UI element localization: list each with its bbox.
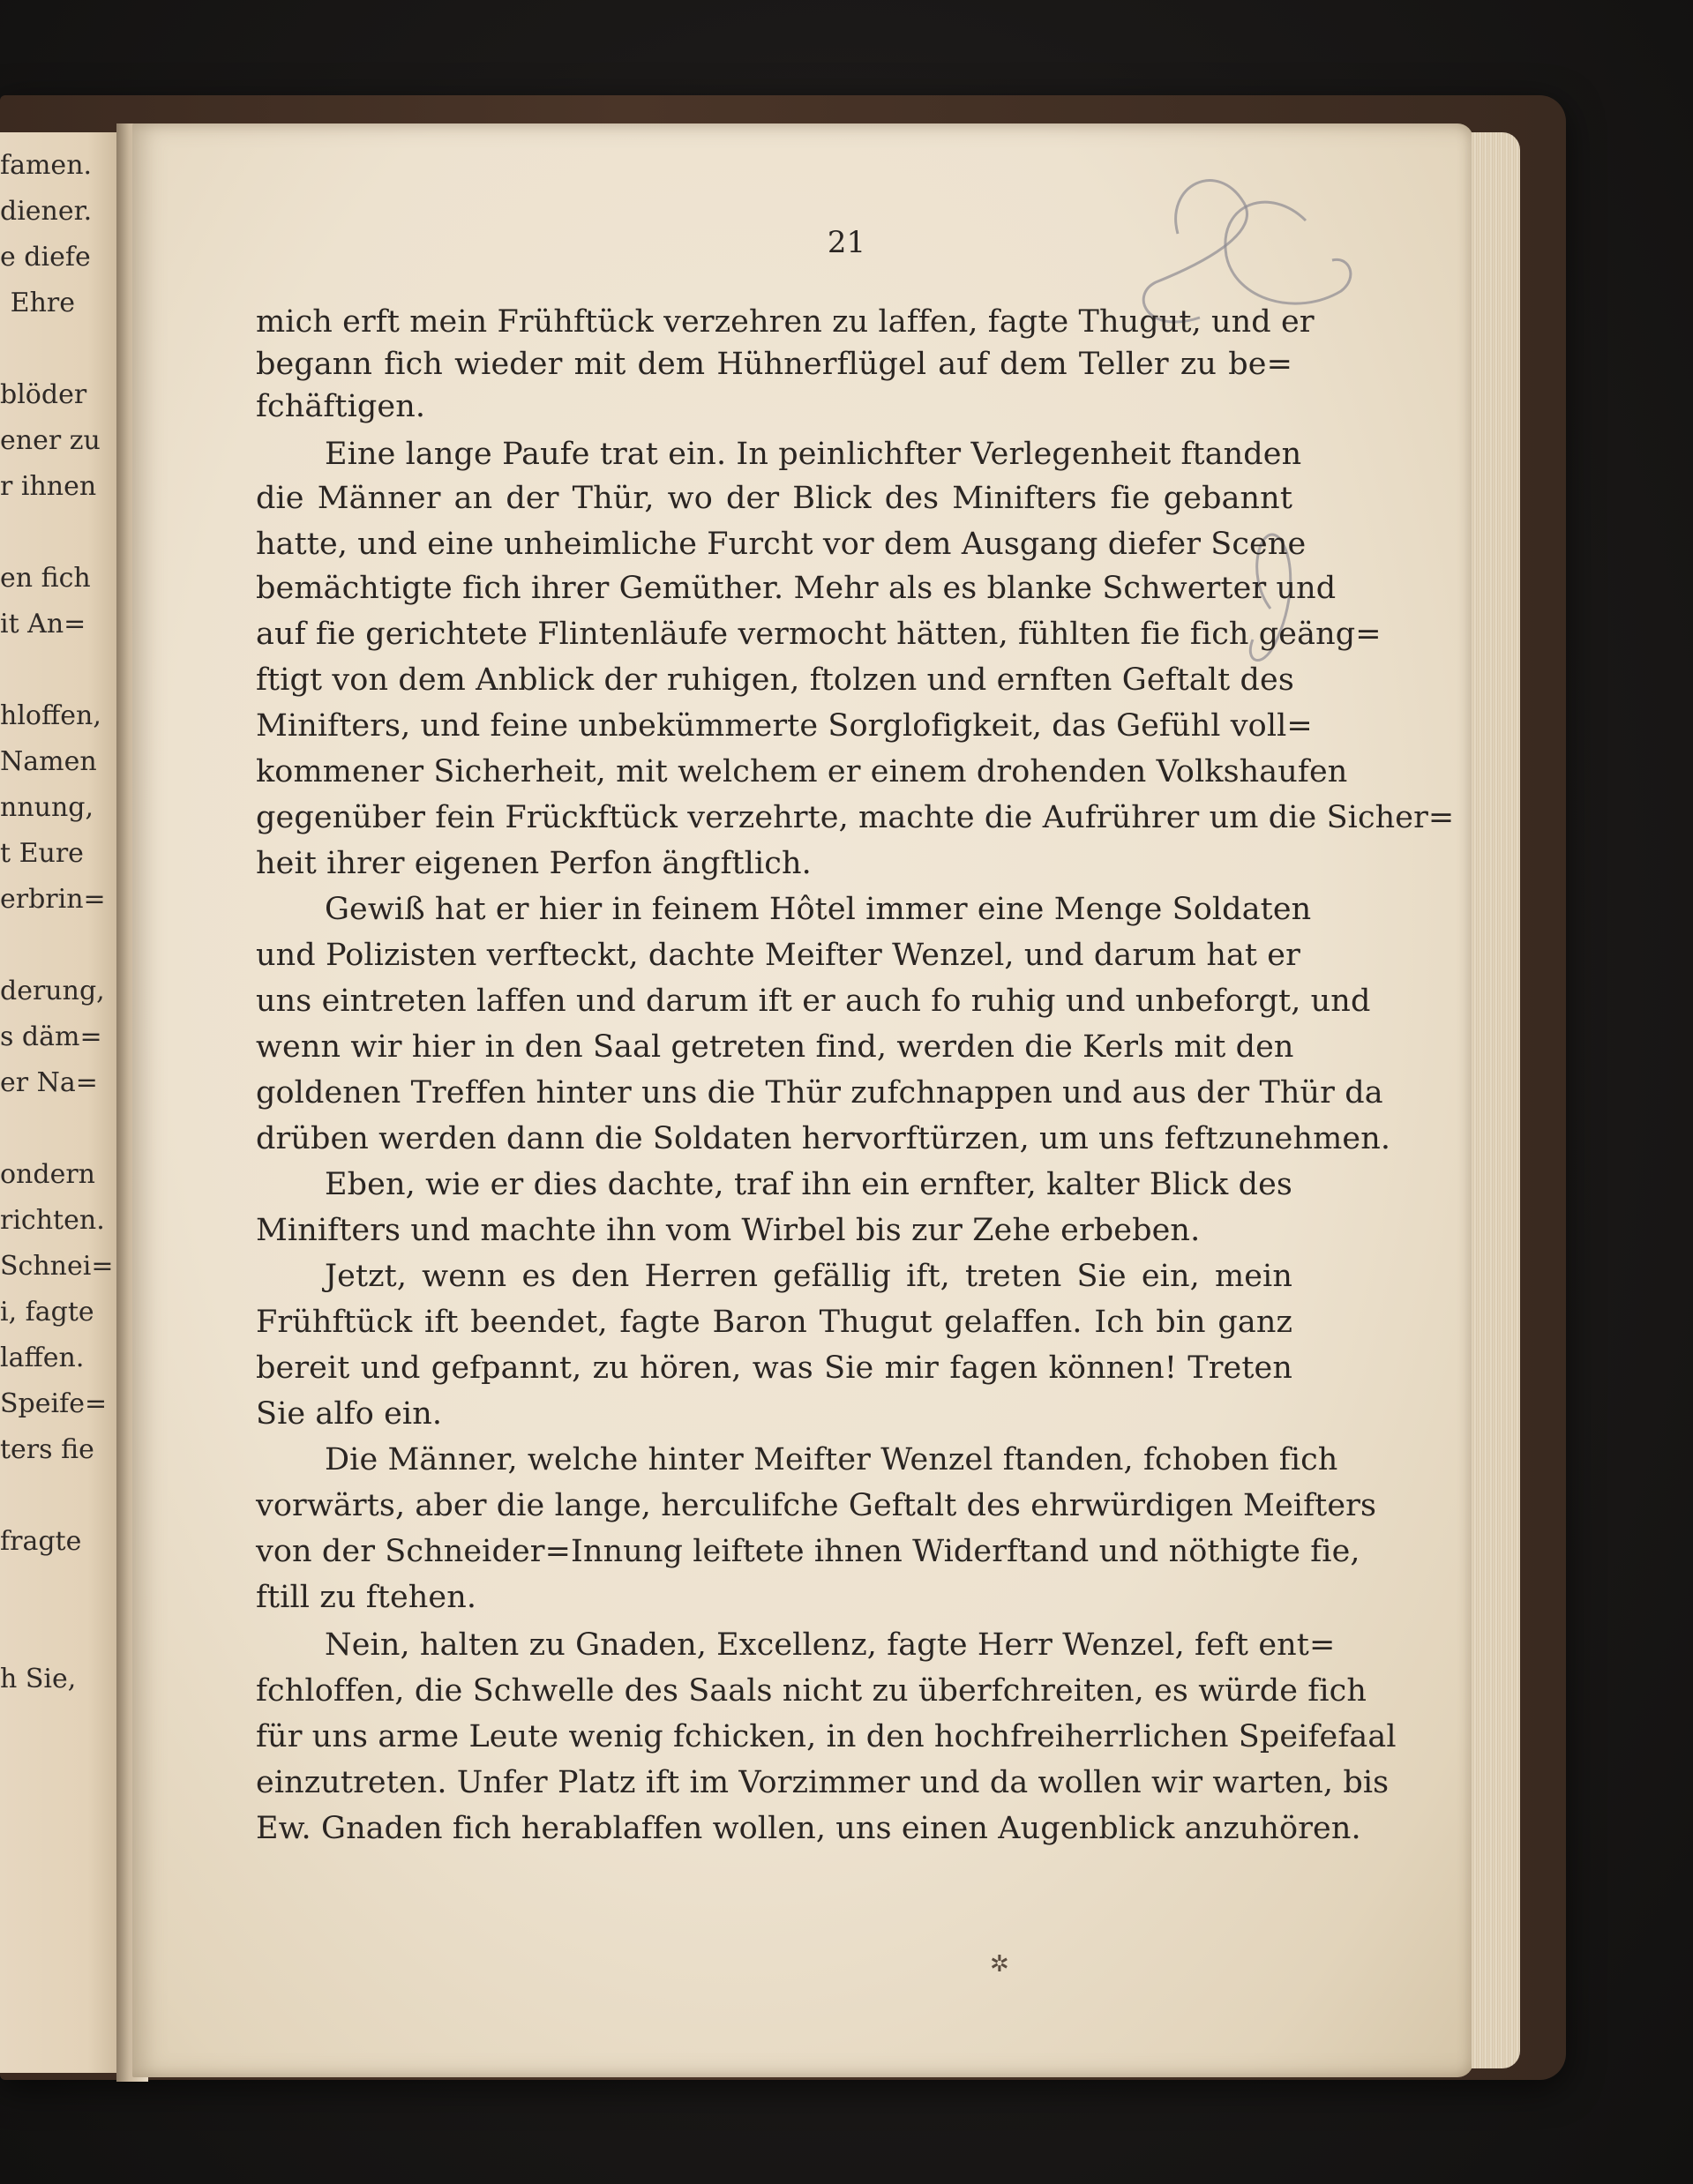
page-edges bbox=[1472, 132, 1520, 2068]
text-line: hatte, und eine unheimliche Furcht vor dem Ausgang diefer Scene bbox=[256, 527, 1307, 562]
left-page-fragment: r ihnen bbox=[0, 471, 97, 502]
left-page-fragment: e diefe bbox=[0, 242, 91, 273]
left-facing-page bbox=[0, 132, 125, 2073]
left-page-fragment: blöder bbox=[0, 379, 87, 410]
text-line: Jetzt, wenn es den Herren gefällig ift, treten Sie ein, mein bbox=[325, 1259, 1292, 1294]
left-page-fragment: Speife= bbox=[0, 1388, 108, 1419]
left-page-fragment: er Na= bbox=[0, 1067, 98, 1098]
text-line: Sie alfo ein. bbox=[256, 1396, 443, 1432]
left-page-fragment: fragte bbox=[0, 1526, 82, 1557]
left-page-fragment: h Sie, bbox=[0, 1664, 77, 1694]
text-line: Minifters und machte ihn vom Wirbel bis zur Zehe erbeben. bbox=[256, 1213, 1201, 1248]
text-line: bereit und gefpannt, zu hören, was Sie mir fagen können! Treten bbox=[256, 1350, 1292, 1386]
text-line: einzutreten. Unfer Platz ift im Vorzimmer und da wollen wir warten, bis bbox=[256, 1765, 1390, 1800]
text-line: ftill zu ftehen. bbox=[256, 1580, 477, 1615]
left-page-fragment: nnung, bbox=[0, 792, 94, 823]
text-line: und Polizisten verfteckt, dachte Meifter Wenzel, und darum hat er bbox=[256, 938, 1300, 973]
text-line: goldenen Treffen hinter uns die Thür zufchnappen und aus der Thür da bbox=[256, 1075, 1383, 1111]
left-page-fragment: ondern bbox=[0, 1159, 96, 1190]
text-line: für uns arme Leute wenig fchicken, in den hochfreiherrlichen Speifefaal bbox=[256, 1719, 1397, 1754]
text-line: Gewiß hat er hier in feinem Hôtel immer eine Menge Soldaten bbox=[325, 892, 1312, 927]
left-page-fragment: richten. bbox=[0, 1205, 105, 1236]
text-line: wenn wir hier in den Saal getreten find, werden die Kerls mit den bbox=[256, 1029, 1294, 1065]
left-page-fragment: t Eure bbox=[0, 838, 84, 869]
left-page-fragment: en fich bbox=[0, 563, 91, 594]
text-line: mich erft mein Frühftück verzehren zu laffen, fagte Thugut, und er bbox=[256, 304, 1315, 340]
left-page-fragment: hloffen, bbox=[0, 700, 101, 731]
text-line: von der Schneider=Innung leiftete ihnen Widerftand und nöthigte fie, bbox=[256, 1534, 1360, 1569]
text-line: auf fie gerichtete Flintenläufe vermocht hätten, fühlten fie fich geäng= bbox=[256, 617, 1382, 652]
left-page-fragment: ener zu bbox=[0, 425, 101, 456]
text-line: uns eintreten laffen und darum ift er auch fo ruhig und unbeforgt, und bbox=[256, 984, 1371, 1019]
text-line: die Männer an der Thür, wo der Blick des Minifters fie gebannt bbox=[256, 481, 1292, 516]
page-number: 21 bbox=[827, 225, 866, 260]
text-line: fchäftigen. bbox=[256, 389, 426, 424]
text-line: heit ihrer eigenen Perfon ängftlich. bbox=[256, 846, 812, 881]
left-page-fragment: i, fagte bbox=[0, 1297, 94, 1328]
left-page-fragment: erbrin= bbox=[0, 884, 106, 915]
left-page-fragment: s däm= bbox=[0, 1021, 102, 1052]
left-page-fragment: Schnei= bbox=[0, 1251, 114, 1282]
text-line: Die Männer, welche hinter Meifter Wenzel ftanden, fchoben fich bbox=[325, 1442, 1338, 1477]
text-line: drüben werden dann die Soldaten hervorftürzen, um uns feftzunehmen. bbox=[256, 1121, 1391, 1156]
text-line: Nein, halten zu Gnaden, Excellenz, fagte Herr Wenzel, feft ent= bbox=[325, 1627, 1336, 1663]
text-line: Frühftück ift beendet, fagte Baron Thugut gelaffen. Ich bin ganz bbox=[256, 1305, 1292, 1340]
text-line: fchloffen, die Schwelle des Saals nicht zu überfchreiten, es würde fich bbox=[256, 1673, 1367, 1709]
text-line: begann fich wieder mit dem Hühnerflügel auf dem Teller zu be= bbox=[256, 347, 1292, 382]
text-line: ftigt von dem Anblick der ruhigen, ftolzen und ernften Geftalt des bbox=[256, 662, 1294, 698]
text-line: kommener Sicherheit, mit welchem er einem drohenden Volkshaufen bbox=[256, 754, 1348, 789]
left-page-fragment: derung, bbox=[0, 976, 105, 1006]
text-line: bemächtigte fich ihrer Gemüther. Mehr als es blanke Schwerter und bbox=[256, 571, 1337, 606]
text-line: Ew. Gnaden fich herablaffen wollen, uns einen Augenblick anzuhören. bbox=[256, 1811, 1361, 1846]
text-line: vorwärts, aber die lange, herculifche Geftalt des ehrwürdigen Meifters bbox=[256, 1488, 1377, 1523]
left-page-fragment: diener. bbox=[0, 196, 93, 227]
text-line: Minifters, und feine unbekümmerte Sorglofigkeit, das Gefühl voll= bbox=[256, 708, 1313, 744]
left-page-fragment: Ehre bbox=[10, 288, 75, 318]
left-page-fragment: laffen. bbox=[0, 1343, 85, 1373]
text-line: Eine lange Paufe trat ein. In peinlichfter Verlegenheit ftanden bbox=[325, 437, 1302, 472]
left-page-fragment: famen. bbox=[0, 150, 93, 181]
left-page-fragment: it An= bbox=[0, 609, 86, 639]
text-line: gegenüber fein Frückftück verzehrte, machte die Aufrührer um die Sicher= bbox=[256, 800, 1455, 835]
ink-spot-icon: ✲ bbox=[990, 1951, 1009, 1978]
left-page-fragment: Namen bbox=[0, 746, 97, 777]
left-page-fragment: ters fie bbox=[0, 1434, 94, 1465]
text-line: Eben, wie er dies dachte, traf ihn ein ernfter, kalter Blick des bbox=[325, 1167, 1292, 1202]
